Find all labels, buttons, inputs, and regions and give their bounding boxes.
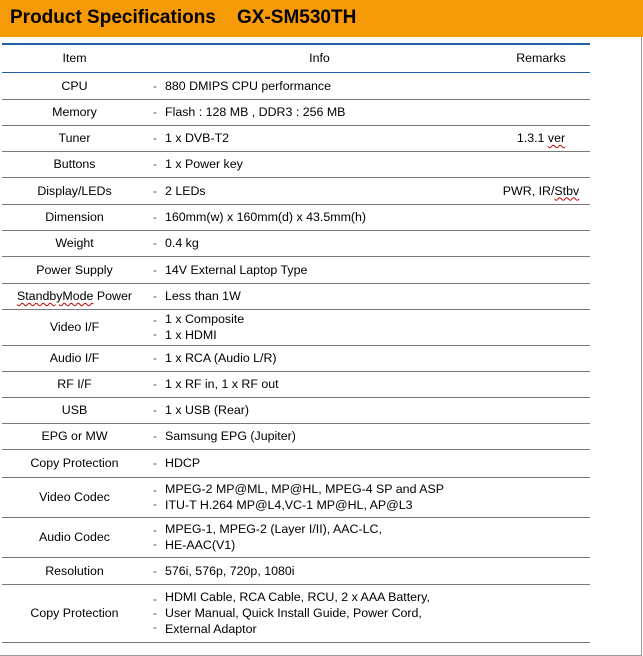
spec-item-label: Memory	[52, 105, 97, 119]
spec-info-cell	[159, 256, 492, 283]
table-row	[2, 72, 590, 99]
spec-item-label: Weight	[55, 236, 94, 250]
spec-info-cell	[159, 151, 492, 177]
spec-remark-cell	[492, 177, 590, 204]
spec-info-cell	[159, 177, 492, 204]
spec-info-cell	[159, 477, 492, 517]
spec-item-cell	[2, 283, 147, 309]
spec-info-cell	[159, 204, 492, 230]
table-row	[2, 230, 590, 256]
table-header-row	[2, 44, 590, 72]
table-row	[2, 345, 590, 371]
spec-info-line: 0.4 kg	[165, 236, 199, 250]
bullet-dash: -	[152, 262, 158, 277]
spec-item-label: Display/LEDs	[37, 183, 112, 198]
spec-item-label: RF I/F	[57, 377, 92, 391]
spec-item-label: Power Supply	[36, 262, 113, 277]
spec-item-cell	[2, 72, 147, 99]
table-row	[2, 125, 590, 151]
spec-info-cell	[159, 449, 492, 477]
spec-remark-cell	[492, 449, 590, 477]
spec-info-cell	[159, 517, 492, 557]
spec-info-line: 1 x RF in, 1 x RF out	[165, 377, 279, 391]
bullet-dash: -	[152, 78, 158, 93]
spec-info-cell	[159, 423, 492, 449]
bullet-dash: -	[152, 456, 158, 470]
spec-remark-cell	[492, 584, 590, 642]
spec-info-line: Less than 1W	[165, 289, 241, 303]
bullet-dash: -	[152, 429, 158, 443]
spec-table	[2, 43, 590, 643]
spec-item-label: Audio Codec	[39, 530, 110, 544]
spec-info-cell	[159, 125, 492, 151]
spec-remark-cell	[492, 256, 590, 283]
spec-remark-cell	[492, 517, 590, 557]
bullet-dash: -	[152, 236, 158, 250]
spec-item-cell	[2, 256, 147, 283]
table-row	[2, 477, 590, 517]
spec-item-cell	[2, 204, 147, 230]
table-row	[2, 204, 590, 230]
bullet-dash: -	[152, 105, 158, 119]
table-row	[2, 584, 590, 642]
spec-info-line: MPEG-1, MPEG-2 (Layer I/II), AAC-LC,	[165, 522, 382, 536]
spec-item-cell	[2, 371, 147, 397]
bullet-dash: - - -	[152, 592, 158, 634]
spec-remark-cell	[492, 557, 590, 584]
bullet-dash: -	[152, 183, 158, 198]
spec-info-line: 576i, 576p, 720p, 1080i	[165, 563, 295, 578]
spec-info-line: 1 x Composite	[165, 312, 245, 326]
spec-remark-cell	[492, 423, 590, 449]
column-header-remarks: Remarks	[492, 44, 590, 72]
spec-remark-cell	[492, 397, 590, 423]
spec-item-label: StandbyMode Power	[16, 289, 133, 303]
spec-item-label: Tuner	[58, 131, 91, 145]
spec-info-cell	[159, 72, 492, 99]
page-title: Product Specifications GX-SM530TH	[10, 7, 357, 28]
spec-info-line: External Adaptor	[165, 622, 257, 636]
spec-info-line: Flash : 128 MB , DDR3 : 256 MB	[165, 105, 346, 119]
spec-item-cell	[2, 423, 147, 449]
spec-info-line: 880 DMIPS CPU performance	[165, 78, 331, 93]
spec-info-line: 160mm(w) x 160mm(d) x 43.5mm(h)	[165, 210, 367, 224]
spec-item-label: Video I/F	[49, 320, 100, 334]
spec-item-cell	[2, 151, 147, 177]
spec-item-cell	[2, 397, 147, 423]
table-row	[2, 423, 590, 449]
bullet-dash: -	[152, 131, 158, 145]
spec-info-cell	[159, 230, 492, 256]
spec-item-label: EPG or MW	[41, 429, 108, 443]
spec-info-cell	[159, 584, 492, 642]
spec-remark-cell	[492, 309, 590, 345]
spec-item-label: Copy Protection	[30, 606, 119, 620]
spec-remark: PWR, IR/Stbv	[502, 183, 580, 198]
column-header-info: Info	[147, 44, 492, 72]
spec-info-line: HDMI Cable, RCA Cable, RCU, 2 x AAA Battery,	[165, 590, 430, 604]
spec-info-cell	[159, 345, 492, 371]
spec-item-label: Copy Protection	[30, 456, 119, 470]
spec-remark-cell	[492, 477, 590, 517]
spec-item-label: Dimension	[45, 210, 104, 224]
bullet-dash: -	[152, 351, 158, 365]
spec-info-line: Samsung EPG (Jupiter)	[165, 429, 296, 443]
spec-remark-cell	[492, 371, 590, 397]
spec-item-cell	[2, 345, 147, 371]
spec-info-cell	[159, 397, 492, 423]
spec-remark: 1.3.1 ver	[516, 131, 566, 145]
spec-info-line: User Manual, Quick Install Guide, Power Cord,	[165, 606, 422, 620]
spec-remark-cell	[492, 151, 590, 177]
spec-remark-cell	[492, 283, 590, 309]
spec-item-cell	[2, 477, 147, 517]
spec-item-cell	[2, 230, 147, 256]
spec-info-cell	[159, 283, 492, 309]
spec-item-label: Resolution	[45, 563, 104, 578]
column-header-item: Item	[2, 44, 147, 72]
spec-item-label: Buttons	[53, 157, 96, 171]
spec-remark-cell	[492, 230, 590, 256]
table-row	[2, 309, 590, 345]
spec-item-cell	[2, 125, 147, 151]
spec-info-cell	[159, 99, 492, 125]
table-row	[2, 99, 590, 125]
spec-info-line: HE-AAC(V1)	[165, 538, 236, 552]
table-row	[2, 371, 590, 397]
spec-info-line: HDCP	[165, 456, 201, 470]
spec-item-cell	[2, 449, 147, 477]
spec-info-line: 14V External Laptop Type	[165, 262, 308, 277]
spec-info-line: MPEG-2 MP@ML, MP@HL, MPEG-4 SP and ASP	[165, 482, 445, 496]
bullet-dash: -	[152, 289, 158, 303]
spec-item-label: Audio I/F	[49, 351, 100, 365]
spec-item-cell	[2, 99, 147, 125]
table-row	[2, 256, 590, 283]
bullet-dash: -	[152, 563, 158, 578]
spec-info-line: 1 x RCA (Audio L/R)	[165, 351, 277, 365]
spec-item-cell	[2, 177, 147, 204]
spec-remark-cell	[492, 345, 590, 371]
spec-info-line: ITU-T H.264 MP@L4,VC-1 MP@HL, AP@L3	[165, 498, 413, 512]
table-row	[2, 283, 590, 309]
spec-info-cell	[159, 309, 492, 345]
spec-item-label: USB	[61, 403, 88, 417]
spec-remark-cell	[492, 204, 590, 230]
bullet-dash: - -	[152, 523, 158, 551]
table-row	[2, 151, 590, 177]
spec-info-cell	[159, 371, 492, 397]
table-row	[2, 517, 590, 557]
spec-remark-cell	[492, 99, 590, 125]
spec-remark-cell	[492, 125, 590, 151]
spec-item-label: CPU	[61, 78, 88, 93]
spec-item-cell	[2, 584, 147, 642]
table-row	[2, 449, 590, 477]
spec-info-line: 1 x DVB-T2	[165, 131, 230, 145]
table-row	[2, 557, 590, 584]
spec-item-label: Video Codec	[39, 490, 110, 504]
table-row	[2, 177, 590, 204]
bullet-dash: -	[152, 377, 158, 391]
bullet-dash: -	[152, 403, 158, 417]
spec-info-line: 2 LEDs	[165, 183, 206, 198]
spec-info-line: 1 x HDMI	[165, 328, 217, 342]
spec-item-cell	[2, 557, 147, 584]
bullet-dash: - -	[152, 483, 158, 511]
bullet-dash: -	[152, 210, 158, 224]
spec-item-cell	[2, 309, 147, 345]
spec-info-line: 1 x USB (Rear)	[165, 403, 249, 417]
table-row	[2, 397, 590, 423]
spec-item-cell	[2, 517, 147, 557]
spec-info-cell	[159, 557, 492, 584]
spec-remark-cell	[492, 72, 590, 99]
spec-table-body	[2, 72, 590, 642]
spec-info-line: 1 x Power key	[165, 157, 243, 171]
bullet-dash: -	[152, 157, 158, 171]
bullet-dash: - -	[152, 313, 158, 341]
title-bar	[0, 0, 643, 37]
